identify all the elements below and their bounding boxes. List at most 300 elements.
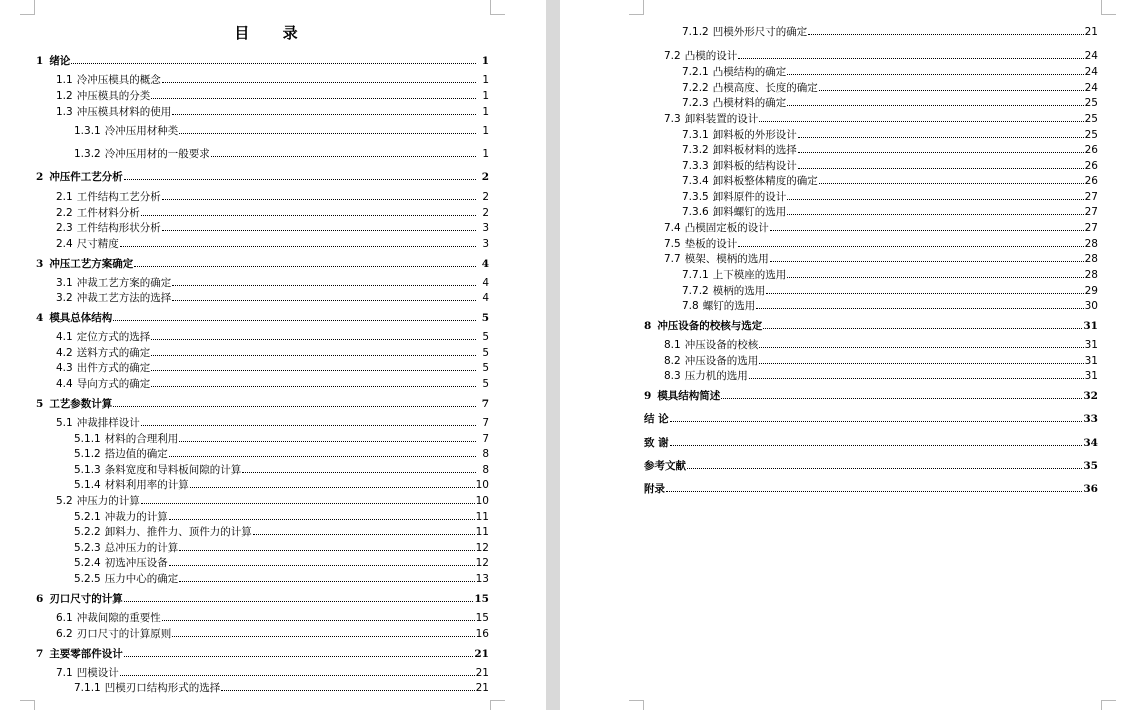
- toc-entry-label: 模具总体结构: [49, 312, 113, 324]
- toc-entry-label: 压力中心的确定: [104, 573, 179, 585]
- toc-entry-label: 搭边值的确定: [104, 448, 168, 460]
- toc-entry[interactable]: [56, 277, 489, 289]
- toc-entry[interactable]: [56, 378, 489, 390]
- toc-entry[interactable]: [74, 448, 489, 460]
- toc-entry-label: 工件结构形状分析: [76, 222, 161, 234]
- toc-entry-label: 送料方式的确定: [76, 347, 151, 359]
- toc-entry-number: 6: [36, 593, 44, 605]
- toc-entry-label: 模架、模柄的选用: [684, 253, 769, 265]
- toc-entry-page: 34: [1083, 437, 1098, 449]
- toc-entry-label: 冲裁间隙的重要性: [76, 612, 161, 624]
- toc-entry-number: 1.3.1: [74, 125, 101, 137]
- toc-entry-page: 35: [1083, 460, 1098, 472]
- toc-entry-label: 卸料螺钉的选用: [712, 206, 787, 218]
- toc-entry[interactable]: [56, 191, 489, 203]
- toc-entry[interactable]: [644, 320, 1098, 332]
- toc-entry-page: 3: [482, 238, 489, 250]
- toc-entry-label: 凸模结构的确定: [712, 66, 787, 78]
- toc-entry[interactable]: [36, 171, 489, 183]
- toc-entry-number: 4.1: [56, 331, 73, 343]
- toc-entry-page: 8: [482, 464, 489, 476]
- toc-entry-page: 15: [474, 593, 489, 605]
- toc-entry[interactable]: [664, 339, 1098, 351]
- dot-leader: [819, 88, 1084, 91]
- toc-entry-label: 初选冲压设备: [104, 557, 168, 569]
- crop-mark: [490, 700, 505, 710]
- toc-entry-label: 冲裁工艺方案的确定: [76, 277, 172, 289]
- dot-leader: [120, 673, 475, 676]
- toc-entry[interactable]: [56, 222, 489, 234]
- toc-entry-label: 卸料板的外形设计: [712, 129, 797, 141]
- toc-entry-label: 工艺参数计算: [49, 398, 113, 410]
- toc-entry-label: 致 谢: [644, 437, 669, 449]
- dot-leader: [151, 368, 476, 371]
- toc-entry[interactable]: [664, 238, 1098, 250]
- dot-leader: [162, 197, 476, 200]
- toc-entry[interactable]: [36, 398, 489, 410]
- toc-entry-page: 1: [481, 55, 489, 67]
- right-page: [560, 0, 1131, 710]
- toc-entry-number: 5.1.4: [74, 479, 101, 491]
- toc-entry[interactable]: [664, 370, 1098, 382]
- dot-leader: [179, 548, 474, 551]
- dot-leader: [190, 485, 475, 488]
- toc-entry-page: 29: [1084, 285, 1098, 297]
- dot-leader: [221, 688, 474, 691]
- toc-entry-number: 7.1.2: [682, 26, 709, 38]
- toc-entry[interactable]: [682, 82, 1098, 94]
- dot-leader: [172, 112, 476, 115]
- toc-entry[interactable]: [682, 66, 1098, 78]
- toc-entry-number: 8.2: [664, 355, 681, 367]
- toc-entry-page: 36: [1083, 483, 1098, 495]
- left-page: [0, 0, 546, 710]
- toc-entry-label: 附录: [644, 483, 665, 495]
- toc-entry-label: 卸料原件的设计: [712, 191, 787, 203]
- toc-entry-number: 5.1: [56, 417, 73, 429]
- crop-mark: [20, 0, 35, 15]
- toc-entry-label: 材料的合理利用: [104, 433, 179, 445]
- dot-leader: [113, 404, 476, 407]
- toc-entry[interactable]: [56, 362, 489, 374]
- toc-entry-label: 导向方式的确定: [76, 378, 151, 390]
- toc-entry-page: 26: [1084, 144, 1098, 156]
- toc-entry-number: 5.1.1: [74, 433, 101, 445]
- dot-leader: [141, 423, 476, 426]
- crop-mark: [1101, 700, 1116, 710]
- dot-leader: [770, 228, 1084, 231]
- toc-entry-label: 总冲压力的计算: [104, 542, 179, 554]
- toc-entry-number: 5.1.2: [74, 448, 101, 460]
- toc-entry-page: 26: [1084, 175, 1098, 187]
- toc-entry-number: 7.3: [664, 113, 681, 125]
- dot-leader: [162, 618, 475, 621]
- toc-entry-page: 5: [482, 378, 489, 390]
- dot-leader: [763, 326, 1082, 329]
- toc-entry-page: 31: [1083, 320, 1098, 332]
- toc-entry-label: 模柄的选用: [712, 285, 766, 297]
- toc-entry-number: 1: [36, 55, 44, 67]
- toc-entry-label: 刃口尺寸的计算: [49, 593, 123, 605]
- dot-leader: [179, 579, 474, 582]
- dot-leader: [759, 119, 1083, 122]
- toc-entry-number: 5.2.1: [74, 511, 101, 523]
- toc-entry-number: 3.1: [56, 277, 73, 289]
- toc-entry-label: 尺寸精度: [76, 238, 119, 250]
- toc-entry-page: 2: [482, 191, 489, 203]
- dot-leader: [124, 599, 474, 602]
- toc-entry[interactable]: [56, 667, 489, 679]
- toc-entry[interactable]: [36, 593, 489, 605]
- toc-entry-label: 凸模高度、长度的确定: [712, 82, 818, 94]
- toc-entry-page: 28: [1084, 253, 1098, 265]
- toc-entry-page: 1: [482, 90, 489, 102]
- toc-entry-label: 凸模材料的确定: [712, 97, 787, 109]
- dot-leader: [172, 298, 476, 301]
- toc-entry-number: 7.3.6: [682, 206, 709, 218]
- toc-entry-page: 28: [1084, 238, 1098, 250]
- toc-entry[interactable]: [56, 207, 489, 219]
- toc-entry-label: 刃口尺寸的计算原则: [76, 628, 172, 640]
- toc-entry-number: 5.2.2: [74, 526, 101, 538]
- toc-entry-number: 7.7.1: [682, 269, 709, 281]
- toc-entry-page: 1: [482, 74, 489, 86]
- toc-entry-label: 冷冲压用材种类: [104, 125, 179, 137]
- toc-entry[interactable]: [56, 238, 489, 250]
- toc-entry[interactable]: [56, 90, 489, 102]
- crop-mark: [20, 700, 35, 710]
- dot-leader: [787, 197, 1083, 200]
- toc-entry-page: 24: [1084, 66, 1098, 78]
- toc-entry-label: 冷冲压模具的概念: [76, 74, 161, 86]
- toc-entry-number: 1.3: [56, 106, 73, 118]
- toc-entry-label: 冲裁力的计算: [104, 511, 168, 523]
- toc-entry-page: 31: [1084, 370, 1098, 382]
- toc-entry-label: 冲压模具材料的使用: [76, 106, 172, 118]
- dot-leader: [151, 353, 476, 356]
- toc-entry[interactable]: [74, 125, 489, 137]
- toc-entry-page: 4: [482, 277, 489, 289]
- toc-entry-number: 7.7: [664, 253, 681, 265]
- toc-entry[interactable]: [682, 26, 1098, 38]
- toc-entry-number: 7.3.3: [682, 160, 709, 172]
- toc-entry-page: 33: [1083, 413, 1098, 425]
- crop-mark: [629, 700, 644, 710]
- toc-entry-label: 主要零部件设计: [49, 648, 123, 660]
- toc-entry[interactable]: [682, 160, 1098, 172]
- toc-entry[interactable]: [644, 390, 1098, 402]
- toc-entry[interactable]: [56, 495, 489, 507]
- toc-entry-number: 6.2: [56, 628, 73, 640]
- dot-leader: [798, 166, 1084, 169]
- dot-leader: [71, 61, 476, 64]
- toc-entry[interactable]: [682, 144, 1098, 156]
- crop-mark: [490, 0, 505, 15]
- toc-entry[interactable]: [36, 312, 489, 324]
- toc-entry-label: 螺钉的选用: [702, 300, 756, 312]
- toc-entry-number: 5.1.3: [74, 464, 101, 476]
- toc-entry-page: 5: [482, 331, 489, 343]
- dot-leader: [141, 501, 475, 504]
- toc-entry[interactable]: [664, 355, 1098, 367]
- toc-entry-number: 1.1: [56, 74, 73, 86]
- toc-entry-label: 卸料力、推件力、顶件力的计算: [104, 526, 252, 538]
- toc-entry-label: 冲压工艺方案确定: [49, 258, 134, 270]
- toc-entry-page: 5: [482, 362, 489, 374]
- crop-mark: [629, 0, 644, 15]
- toc-entry[interactable]: [56, 612, 489, 624]
- page-gutter: [546, 0, 560, 710]
- toc-entry-number: 5.2.5: [74, 573, 101, 585]
- toc-entry[interactable]: [74, 464, 489, 476]
- toc-entry[interactable]: [56, 106, 489, 118]
- toc-entry[interactable]: [56, 347, 489, 359]
- dot-leader: [113, 318, 476, 321]
- toc-entry[interactable]: [74, 511, 489, 523]
- dot-leader: [151, 337, 476, 340]
- dot-leader: [151, 96, 476, 99]
- dot-leader: [124, 177, 476, 180]
- toc-entry-page: 7: [481, 398, 489, 410]
- toc-entry[interactable]: [682, 191, 1098, 203]
- toc-entry-label: 模具结构简述: [657, 390, 721, 402]
- dot-leader: [756, 306, 1083, 309]
- dot-leader: [670, 443, 1083, 446]
- toc-entry-number: 5.2.4: [74, 557, 101, 569]
- toc-entry-label: 定位方式的选择: [76, 331, 151, 343]
- toc-entry-page: 25: [1084, 129, 1098, 141]
- toc-entry-number: 7.1.1: [74, 682, 101, 694]
- toc-entry-page: 25: [1084, 97, 1098, 109]
- toc-entry-page: 1: [482, 125, 489, 137]
- dot-leader: [211, 154, 476, 157]
- toc-entry[interactable]: [664, 50, 1098, 62]
- toc-entry-label: 冲压设备的选用: [684, 355, 759, 367]
- dot-leader: [253, 532, 475, 535]
- toc-entry[interactable]: [74, 542, 489, 554]
- dot-leader: [169, 563, 475, 566]
- toc-entry-label: 压力机的选用: [684, 370, 748, 382]
- toc-entry[interactable]: [682, 269, 1098, 281]
- dot-leader: [134, 264, 476, 267]
- toc-entry[interactable]: [644, 413, 1098, 425]
- toc-entry-page: 30: [1084, 300, 1098, 312]
- toc-entry-page: 13: [475, 573, 489, 585]
- toc-entry-number: 2.3: [56, 222, 73, 234]
- dot-leader: [666, 489, 1082, 492]
- toc-entry-number: 7.3.1: [682, 129, 709, 141]
- toc-entry-number: 1.3.2: [74, 148, 101, 160]
- toc-entry-label: 条料宽度和导料板间隙的计算: [104, 464, 242, 476]
- toc-entry-label: 冷冲压用材的一般要求: [104, 148, 210, 160]
- dot-leader: [759, 361, 1083, 364]
- toc-entry-number: 7.3.5: [682, 191, 709, 203]
- dot-leader: [787, 212, 1083, 215]
- dot-leader: [787, 72, 1083, 75]
- toc-entry-number: 3: [36, 258, 44, 270]
- dot-leader: [141, 213, 476, 216]
- dot-leader: [819, 181, 1084, 184]
- toc-entry-number: 8: [644, 320, 652, 332]
- toc-entry[interactable]: [74, 557, 489, 569]
- toc-entry-page: 1: [482, 148, 489, 160]
- toc-entry-number: 1.2: [56, 90, 73, 102]
- toc-entry[interactable]: [56, 292, 489, 304]
- toc-entry-number: 8.1: [664, 339, 681, 351]
- toc-entry-page: 21: [475, 667, 489, 679]
- dot-leader: [738, 244, 1083, 247]
- toc-entry-label: 冲压设备的校核与选定: [657, 320, 763, 332]
- toc-entry[interactable]: [664, 222, 1098, 234]
- toc-entry-label: 冲压设备的校核: [684, 339, 759, 351]
- toc-entry-label: 材料利用率的计算: [104, 479, 189, 491]
- toc-entry-label: 凸模的设计: [684, 50, 738, 62]
- toc-entry-page: 2: [481, 171, 489, 183]
- toc-entry-number: 7.4: [664, 222, 681, 234]
- crop-mark: [1101, 0, 1116, 15]
- toc-entry-label: 结 论: [644, 413, 669, 425]
- dot-leader: [687, 466, 1082, 469]
- toc-entry[interactable]: [74, 526, 489, 538]
- toc-entry[interactable]: [682, 175, 1098, 187]
- toc-entry[interactable]: [74, 433, 489, 445]
- toc-entry-page: 27: [1084, 222, 1098, 234]
- toc-entry-number: 5: [36, 398, 44, 410]
- toc-entry-number: 3.2: [56, 292, 73, 304]
- toc-entry-number: 4.3: [56, 362, 73, 374]
- toc-entry-label: 冲裁排样设计: [76, 417, 140, 429]
- toc-entry-label: 凹模刃口结构形式的选择: [104, 682, 221, 694]
- dot-leader: [162, 228, 476, 231]
- dot-leader: [808, 32, 1083, 35]
- toc-entry-page: 26: [1084, 160, 1098, 172]
- toc-entry[interactable]: [664, 253, 1098, 265]
- toc-entry-label: 绪论: [49, 55, 71, 67]
- toc-entry[interactable]: [682, 206, 1098, 218]
- dot-leader: [798, 150, 1084, 153]
- toc-entry-page: 31: [1084, 339, 1098, 351]
- toc-entry-page: 21: [475, 682, 489, 694]
- toc-entry[interactable]: [644, 437, 1098, 449]
- toc-entry-number: 2.2: [56, 207, 73, 219]
- toc-entry-label: 凹模外形尺寸的确定: [712, 26, 808, 38]
- dot-leader: [721, 396, 1082, 399]
- toc-entry[interactable]: [74, 479, 489, 491]
- dot-leader: [179, 439, 476, 442]
- toc-entry[interactable]: [36, 648, 489, 660]
- toc-entry-label: 出件方式的确定: [76, 362, 151, 374]
- toc-entry-label: 冲压模具的分类: [76, 90, 151, 102]
- toc-entry-page: 11: [475, 511, 489, 523]
- toc-entry[interactable]: [682, 300, 1098, 312]
- dot-leader: [172, 283, 476, 286]
- dot-leader: [798, 135, 1084, 138]
- toc-entry-page: 25: [1084, 113, 1098, 125]
- toc-entry-page: 7: [482, 433, 489, 445]
- toc-entry[interactable]: [56, 331, 489, 343]
- toc-entry-number: 4: [36, 312, 44, 324]
- dot-leader: [169, 517, 475, 520]
- toc-entry-label: 参考文献: [644, 460, 686, 472]
- toc-entry-number: 7.5: [664, 238, 681, 250]
- toc-entry-number: 7.3.4: [682, 175, 709, 187]
- dot-leader: [787, 103, 1083, 106]
- toc-entry-page: 16: [475, 628, 489, 640]
- toc-entry-number: 7.7.2: [682, 285, 709, 297]
- toc-entry-number: 2.4: [56, 238, 73, 250]
- toc-entry-page: 12: [475, 557, 489, 569]
- dot-leader: [749, 376, 1084, 379]
- toc-entry-label: 凹模设计: [76, 667, 119, 679]
- toc-title: 目 录: [234, 24, 312, 42]
- toc-entry[interactable]: [36, 258, 489, 270]
- toc-entry-page: 5: [482, 347, 489, 359]
- toc-entry[interactable]: [74, 682, 489, 694]
- toc-entry-page: 24: [1084, 50, 1098, 62]
- toc-entry-number: 5.2: [56, 495, 73, 507]
- toc-entry[interactable]: [74, 148, 489, 160]
- toc-entry-number: 5.2.3: [74, 542, 101, 554]
- toc-entry-page: 10: [475, 479, 489, 491]
- toc-entry-page: 4: [482, 292, 489, 304]
- toc-entry-number: 2: [36, 171, 44, 183]
- toc-entry-number: 7.2.3: [682, 97, 709, 109]
- toc-entry-number: 7.1: [56, 667, 73, 679]
- toc-entry-page: 24: [1084, 82, 1098, 94]
- dot-leader: [124, 654, 474, 657]
- toc-entry-label: 卸料板的结构设计: [712, 160, 797, 172]
- toc-entry-label: 垫板的设计: [684, 238, 738, 250]
- toc-entry-label: 凸模固定板的设计: [684, 222, 769, 234]
- toc-entry-number: 7.8: [682, 300, 699, 312]
- dot-leader: [770, 259, 1084, 262]
- toc-entry-number: 4.2: [56, 347, 73, 359]
- toc-entry-number: 8.3: [664, 370, 681, 382]
- toc-entry[interactable]: [644, 460, 1098, 472]
- toc-entry[interactable]: [56, 74, 489, 86]
- toc-entry[interactable]: [682, 129, 1098, 141]
- toc-entry[interactable]: [56, 417, 489, 429]
- toc-entry-page: 10: [475, 495, 489, 507]
- toc-entry-label: 冲压力的计算: [76, 495, 140, 507]
- toc-entry[interactable]: [664, 113, 1098, 125]
- toc-entry[interactable]: [682, 97, 1098, 109]
- toc-entry[interactable]: [682, 285, 1098, 297]
- dot-leader: [670, 419, 1083, 422]
- toc-entry-page: 1: [482, 106, 489, 118]
- dot-leader: [179, 131, 476, 134]
- toc-entry-label: 工件材料分析: [76, 207, 140, 219]
- toc-entry[interactable]: [644, 483, 1098, 495]
- toc-entry-number: 6.1: [56, 612, 73, 624]
- toc-entry-number: 7: [36, 648, 44, 660]
- toc-entry[interactable]: [56, 628, 489, 640]
- toc-entry-page: 28: [1084, 269, 1098, 281]
- dot-leader: [172, 634, 474, 637]
- toc-entry-number: 7.3.2: [682, 144, 709, 156]
- toc-entry[interactable]: [74, 573, 489, 585]
- dot-leader: [162, 80, 476, 83]
- toc-entry-label: 工件结构工艺分析: [76, 191, 161, 203]
- toc-entry-number: 2.1: [56, 191, 73, 203]
- toc-entry[interactable]: [36, 55, 489, 67]
- toc-entry-number: 9: [644, 390, 652, 402]
- toc-entry-page: 31: [1084, 355, 1098, 367]
- toc-entry-page: 21: [474, 648, 489, 660]
- toc-entry-label: 卸料装置的设计: [684, 113, 759, 125]
- toc-entry-label: 冲压件工艺分析: [49, 171, 123, 183]
- toc-entry-page: 15: [475, 612, 489, 624]
